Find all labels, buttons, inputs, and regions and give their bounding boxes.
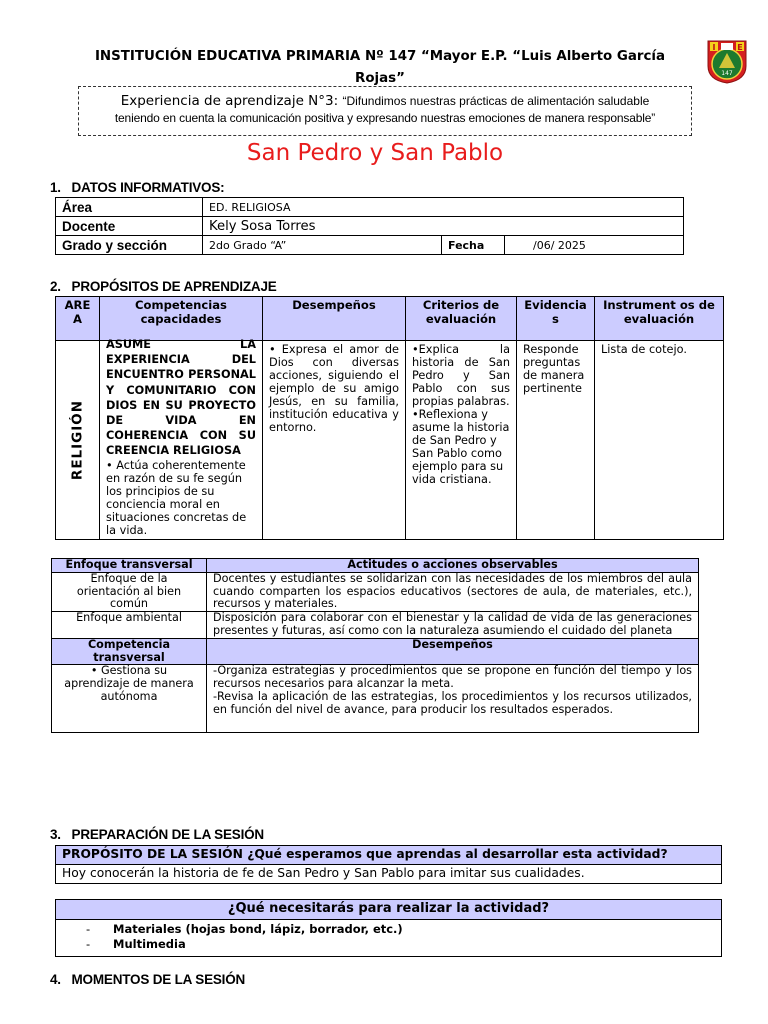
preparacion-heading: 3. PREPARACIÓN DE LA SESIÓN (50, 827, 264, 842)
experience-text-line2: teniendo en cuenta la comunicación positiva y expresando nuestras emociones de manera responsable” (114, 111, 656, 125)
gestiona-aprendizaje-cell (207, 665, 699, 733)
area-value: ED. RELIGIOSA (203, 198, 684, 217)
fecha-label: Fecha (442, 236, 505, 255)
criterio-1: •Explica la historia de San Pedro y San Pablo con sus propias palabras. (412, 343, 510, 408)
competencia-transversal-header: Competencia transversal (52, 638, 207, 665)
area-label: Área (56, 198, 203, 217)
competencia-text: ASUME LA EXPERIENCIA DEL ENCUENTRO PERSONAL Y COMUNITARIO CON DIOS EN SU PROYECTO DE VIDA EN COHERENCIA CON SU CREENCIA RELIGIOSA (106, 338, 256, 458)
datos-heading: 1. DATOS INFORMATIVOS: (50, 180, 225, 195)
enfoque-header: Enfoque transversal (52, 559, 207, 573)
material-item: - Multimedia (86, 937, 721, 952)
proposito-sesion-header: PROPÓSITO DE LA SESIÓN ¿Qué esperamos que aprendas al desarrollar esta actividad? (56, 846, 722, 865)
necesitaras-header: ¿Qué necesitarás para realizar la actividad? (56, 900, 722, 920)
desempenos-transversal-header: Desempeños (207, 638, 699, 665)
school-name-line1: INSTITUCIÓN EDUCATIVA PRIMARIA Nº 147 “Mayor E.P. “Luis Alberto García (94, 49, 666, 64)
instrumento-text: Lista de cotejo. (601, 343, 687, 356)
svg-text:E: E (737, 43, 743, 52)
grado-value: 2do Grado “A” (203, 236, 442, 255)
header-area: ARE A (56, 297, 100, 341)
proposito-sesion-table (55, 845, 722, 884)
enfoques-table (51, 558, 699, 733)
datos-table (55, 197, 684, 255)
school-name (60, 46, 700, 86)
header-criterios: Criterios de evaluación (406, 297, 517, 341)
momentos-heading: 4. MOMENTOS DE LA SESIÓN (50, 972, 246, 987)
enfoque-bien-comun-text: Docentes y estudiantes se solidarizan con las necesidades de los miembros del aula cuando comparten los espacios educativos (sectores de aula, de materiales, etc.), recursos y materiales. (207, 572, 699, 611)
proposito-sesion-text: Hoy conocerán la historia de fe de San Pedro y San Pablo para imitar sus cualidades. (56, 865, 722, 884)
evidencia-text: Responde preguntas de manera pertinente (523, 343, 585, 395)
desempeno-transversal-1: -Organiza estrategias y procedimientos que se propone en función del tiempo y los recursos necesarios para alcanzar la meta. (213, 664, 692, 691)
material-item: - Materiales (hojas bond, lápiz, borrador, etc.) (86, 922, 721, 937)
materiales-table (55, 899, 722, 957)
experience-text-line1: “Difundimos nuestras prácticas de alimentación saludable (342, 94, 650, 108)
desempeno-text: • Expresa el amor de Dios con diversas acciones, siguiendo el ejemplo de su amigo Jesús, en su familia, institución educativa y entorno. (269, 343, 399, 434)
school-logo (705, 38, 749, 84)
instrumento-cell (595, 341, 724, 540)
propositos-table (55, 296, 724, 540)
school-name-line2: Rojas” (355, 71, 405, 86)
enfoque-bien-comun-label: Enfoque de la orientación al bien común (52, 572, 207, 611)
actitudes-header: Actitudes o acciones observables (207, 559, 699, 573)
svg-text:147: 147 (721, 70, 733, 77)
competencia-cell (100, 338, 263, 540)
area-vertical-label: RELIGIÓN (69, 399, 85, 480)
area-cell (56, 341, 100, 540)
criterio-2: •Reflexiona y asume la historia de San Pedro y San Pablo como ejemplo para su vida cristiana. (412, 408, 510, 486)
header-instrumentos: Instrument os de evaluación (595, 297, 724, 341)
learning-experience-box (78, 86, 692, 136)
desempeno-cell (263, 341, 406, 540)
grado-label: Grado y sección (56, 236, 203, 255)
propositos-heading: 2. PROPÓSITOS DE APRENDIZAJE (50, 279, 277, 294)
capacidad-text: • Actúa coherentemente en razón de su fe según los principios de su conciencia moral en situaciones concretas de la vida. (106, 458, 247, 537)
docente-value: Kely Sosa Torres (203, 217, 684, 236)
fecha-value: /06/ 2025 (505, 236, 684, 255)
svg-text:I: I (712, 43, 716, 52)
experience-label: Experiencia de aprendizaje N°3: (120, 93, 339, 109)
enfoque-ambiental-label: Enfoque ambiental (52, 612, 207, 639)
desempeno-transversal-2: -Revisa la aplicación de las estrategias, los procedimientos y los recursos utilizados, en función del nivel de avance, para producir los resultados esperados. (213, 689, 692, 716)
evidencia-cell (517, 341, 595, 540)
docente-label: Docente (56, 217, 203, 236)
materiales-list (56, 920, 722, 957)
header-desempenos: Desempeños (263, 297, 406, 341)
enfoque-ambiental-text: Disposición para colaborar con el bienestar y la calidad de vida de las generaciones presentes y futuras, así como con la naturaleza asumiendo el cuidado del planeta (207, 612, 699, 639)
gestiona-aprendizaje-label: • Gestiona su aprendizaje de manera autónoma (52, 665, 207, 733)
header-evidencias: Evidencia s (517, 297, 595, 341)
header-competencias: Competencias capacidades (100, 297, 263, 341)
session-title: San Pedro y San Pablo (246, 140, 504, 166)
criterios-cell (406, 341, 517, 540)
